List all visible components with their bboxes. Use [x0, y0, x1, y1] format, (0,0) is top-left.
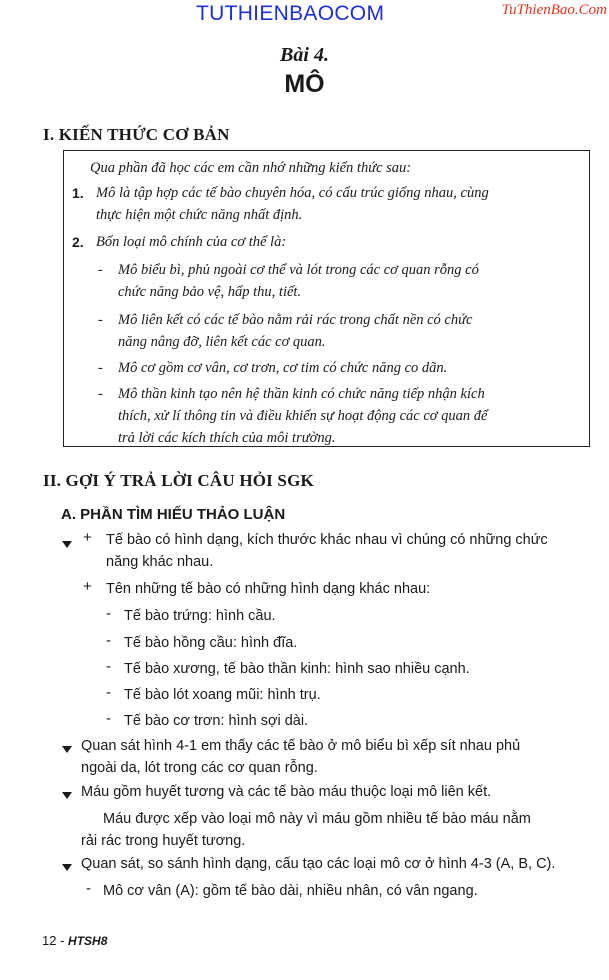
box-intro: Qua phần đã học các em cần nhớ những kiến thức sau:: [90, 160, 412, 176]
dash-marker: -: [98, 312, 103, 328]
answer-paragraph: Quan sát, so sánh hình dạng, cấu tạo các loại mô cơ ở hình 4-3 (A, B, C).: [81, 856, 556, 872]
section-heading-answers: II. GỢI Ý TRẢ LỜI CÂU HỎI SGK: [43, 471, 314, 490]
cell-item: Tế bào cơ trơn: hình sợi dài.: [124, 713, 309, 729]
plus-marker: +: [83, 578, 92, 595]
answer-paragraph: Máu được xếp vào loại mô này vì máu gồm nhiều tế bào máu nằm rải rác trong huyết tương.: [81, 811, 531, 849]
section-heading-basic-knowledge: I. KIẾN THỨC CƠ BẢN: [43, 125, 230, 144]
point-number: 2.: [72, 234, 84, 250]
point-text: Bốn loại mô chính của cơ thể là:: [96, 234, 287, 250]
triangle-bullet-icon: [62, 541, 72, 548]
book-code: HTSH8: [68, 934, 108, 948]
cell-item: Tế bào trứng: hình cầu.: [124, 608, 276, 624]
dash-marker: -: [106, 710, 111, 727]
point-number: 1.: [72, 185, 84, 201]
answer-paragraph: Máu gồm huyết tương và các tế bào máu thuộc loại mô liên kết.: [81, 784, 492, 800]
tissue-item: Mô liên kết có các tế bào nằm rải rác trong chất nền có chức năng nâng đỡ, liên kết các cơ quan.: [118, 312, 473, 350]
page-footer: [42, 933, 107, 948]
subsection-heading: A. PHẦN TÌM HIỂU THẢO LUẬN: [61, 506, 286, 523]
tissue-item: Mô thần kinh tạo nên hệ thần kinh có chức năng tiếp nhận kích thích, xử lí thông tin và điều khiển sự hoạt động các cơ quan để trả lời các kích thích của môi trường.: [118, 386, 488, 446]
dash-marker: -: [106, 632, 111, 649]
triangle-bullet-icon: [62, 792, 72, 799]
answer-paragraph: Mô cơ vân (A): gồm tế bào dài, nhiều nhân, có vân ngang.: [103, 883, 478, 899]
triangle-bullet-icon: [62, 746, 72, 753]
lesson-number: Bài 4.: [280, 44, 329, 66]
cell-item: Tế bào hồng cầu: hình đĩa.: [124, 635, 298, 651]
lesson-title: MÔ: [284, 70, 325, 98]
triangle-bullet-icon: [62, 864, 72, 871]
answer-paragraph: Tế bào có hình dạng, kích thước khác nhau vì chúng có những chức năng khác nhau.: [106, 532, 548, 570]
dash-marker: -: [106, 684, 111, 701]
dash-marker: -: [86, 880, 91, 897]
dash-marker: -: [98, 386, 103, 402]
page-number: 12 -: [42, 933, 65, 948]
site-brand: TUTHIENBAOCOM: [196, 2, 385, 25]
cell-item: Tế bào lót xoang mũi: hình trụ.: [124, 687, 321, 703]
answer-paragraph: Quan sát hình 4-1 em thấy các tế bào ở mô biểu bì xếp sít nhau phủ ngoài da, lót trong các cơ quan rỗng.: [81, 738, 521, 776]
dash-marker: -: [98, 262, 103, 278]
dash-marker: -: [106, 605, 111, 622]
cell-item: Tế bào xương, tế bào thần kinh: hình sao nhiều cạnh.: [124, 661, 470, 677]
dash-marker: -: [106, 658, 111, 675]
point-text: Mô là tập hợp các tế bào chuyên hóa, có cấu trúc giống nhau, cùng thực hiện một chức năng nhất định.: [96, 185, 489, 223]
watermark: TuThienBao.Com: [501, 2, 607, 18]
dash-marker: -: [98, 360, 103, 376]
answer-paragraph: Tên những tế bào có những hình dạng khác nhau:: [106, 581, 431, 597]
knowledge-box: [63, 150, 590, 447]
tissue-item: Mô cơ gồm cơ vân, cơ trơn, cơ tim có chức năng co dãn.: [118, 360, 448, 376]
tissue-item: Mô biểu bì, phủ ngoài cơ thể và lót trong các cơ quan rỗng có chức năng bảo vệ, hấp thu, tiết.: [118, 262, 479, 300]
plus-marker: +: [83, 529, 92, 546]
